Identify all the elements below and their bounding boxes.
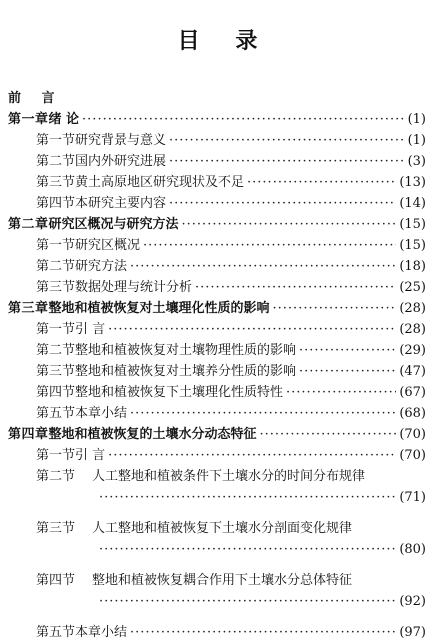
toc-section-row: [8, 193, 426, 214]
leader-dots: [169, 193, 396, 214]
toc-section-label: 第二节: [36, 259, 76, 274]
toc-section-label: 第五节: [36, 406, 76, 421]
toc-entry-title: 黄土高原地区研究现状及不足: [75, 175, 245, 190]
toc-page-number: (25): [399, 280, 426, 295]
toc-section-label: 第一节: [36, 322, 76, 337]
toc-section-row: [8, 361, 426, 382]
toc-chapter-label: 第四章: [8, 427, 49, 442]
toc-page-number: (70): [399, 427, 426, 442]
toc-entry-title: 引 言: [75, 448, 106, 463]
toc-entry-title: 研究方法: [75, 259, 128, 274]
toc-chapter-row: [8, 424, 426, 445]
toc-section-label: 第三节: [36, 175, 76, 190]
toc-section-row: [8, 622, 426, 643]
leader-dots: [143, 235, 396, 256]
toc-preface-row: [8, 88, 426, 109]
toc-entry-title: 整地和植被恢复耦合作用下土壤水分总体特征: [92, 573, 353, 588]
leader-dots: [195, 277, 396, 298]
toc-page-number: (47): [399, 364, 426, 379]
toc-entry-title: 人工整地和植被条件下土壤水分的时间分布规律: [92, 469, 366, 484]
toc-section-label: 第二节: [36, 469, 76, 484]
toc-section-row: [8, 403, 426, 424]
toc-entry-title: 国内外研究进展: [75, 154, 167, 169]
toc-section-row: [8, 256, 426, 277]
toc-section-label: 第四节: [36, 385, 76, 400]
toc-entry-title: 研究区概况: [75, 238, 141, 253]
leader-dots: [169, 151, 405, 172]
toc-chapter-label: 第一章: [8, 112, 49, 127]
leader-dots: [182, 214, 397, 235]
toc-page-number: (92): [399, 594, 426, 609]
toc-page-number: (70): [399, 448, 426, 463]
toc-section-label: 第一节: [36, 133, 76, 148]
toc-section-label: 第四节: [36, 196, 76, 211]
toc-page-number: (29): [399, 343, 426, 358]
toc-chapter-row: [8, 298, 426, 319]
toc-entry-title: 数据处理与统计分析: [75, 280, 193, 295]
leader-dots: [99, 539, 396, 560]
toc-section-row: [8, 277, 426, 298]
toc-page-number: (14): [399, 196, 426, 211]
toc-section-row: [8, 518, 426, 539]
toc-section-row: [8, 319, 426, 340]
toc-page-number: (18): [399, 259, 426, 274]
row-spacer: [8, 612, 426, 622]
toc-section-label: 第一节: [36, 448, 76, 463]
leader-dots: [99, 591, 396, 612]
toc-entry-title: 本章小结: [75, 406, 128, 421]
toc-page-number: (1): [407, 112, 426, 127]
toc-section-label: 第一节: [36, 238, 76, 253]
toc-continuation-row: [8, 539, 426, 560]
leader-dots: [130, 403, 396, 424]
toc-section-label: 第三节: [36, 364, 76, 379]
toc-entry-title: 引 言: [75, 322, 106, 337]
toc-page-number: (13): [399, 175, 426, 190]
toc-chapter-label: 第二章: [8, 217, 49, 232]
toc-section-row: [8, 151, 426, 172]
leader-dots: [299, 361, 396, 382]
toc-page-number: (97): [399, 625, 426, 640]
leader-dots: [273, 298, 397, 319]
leader-dots: [82, 109, 405, 130]
toc-page-number: (15): [399, 238, 426, 253]
toc-section-row: [8, 445, 426, 466]
row-spacer: [8, 508, 426, 518]
toc-entry-title: 整地和植被恢复下土壤理化性质特性: [75, 385, 284, 400]
row-spacer: [8, 560, 426, 570]
toc-section-label: 第二节: [36, 154, 76, 169]
toc-section-label: 第三节: [36, 280, 76, 295]
toc-continuation-row: [8, 487, 426, 508]
table-of-contents: [8, 88, 426, 643]
leader-dots: [130, 256, 396, 277]
toc-entry-title: 整地和植被恢复的土壤水分动态特征: [48, 427, 257, 442]
leader-dots: [286, 382, 396, 403]
toc-section-row: [8, 172, 426, 193]
toc-section-row: [8, 235, 426, 256]
toc-section-label: 第二节: [36, 343, 76, 358]
toc-page-number: (71): [399, 490, 426, 505]
toc-entry-title: 整地和植被恢复对土壤理化性质的影响: [48, 301, 270, 316]
toc-section-label: 第三节: [36, 521, 76, 536]
toc-page-number: (28): [399, 322, 426, 337]
leader-dots: [130, 622, 396, 643]
toc-entry-title: 整地和植被恢复对土壤养分性质的影响: [75, 364, 297, 379]
toc-section-row: [8, 570, 426, 591]
toc-chapter-label: 第三章: [8, 301, 49, 316]
toc-entry-title: 人工整地和植被恢复下土壤水分剖面变化规律: [92, 521, 353, 536]
toc-section-label: 第五节: [36, 625, 76, 640]
toc-section-row: [8, 130, 426, 151]
page-title: 目 录: [177, 29, 272, 54]
leader-dots: [108, 319, 396, 340]
leader-dots: [260, 424, 397, 445]
leader-dots: [247, 172, 396, 193]
toc-section-row: [8, 382, 426, 403]
toc-page-number: (28): [399, 301, 426, 316]
toc-entry-title: 绪 论: [48, 112, 80, 127]
toc-entry-title: 研究背景与意义: [75, 133, 167, 148]
leader-dots: [299, 340, 396, 361]
toc-chapter-row: [8, 109, 426, 130]
toc-entry-title: 前 言: [8, 91, 63, 106]
toc-entry-title: 本研究主要内容: [75, 196, 167, 211]
toc-page-number: (80): [399, 542, 426, 557]
toc-section-row: [8, 466, 426, 487]
toc-chapter-row: [8, 214, 426, 235]
toc-entry-title: 本章小结: [75, 625, 128, 640]
toc-section-row: [8, 340, 426, 361]
toc-page-number: (68): [399, 406, 426, 421]
toc-section-label: 第四节: [36, 573, 76, 588]
toc-page-number: (3): [407, 154, 426, 169]
leader-dots: [99, 487, 396, 508]
toc-entry-title: 整地和植被恢复对土壤物理性质的影响: [75, 343, 297, 358]
leader-dots: [169, 130, 405, 151]
toc-entry-title: 研究区概况与研究方法: [48, 217, 179, 232]
toc-page-number: (15): [399, 217, 426, 232]
toc-page-number: (67): [399, 385, 426, 400]
leader-dots: [108, 445, 396, 466]
toc-continuation-row: [8, 591, 426, 612]
toc-page-number: (1): [407, 133, 426, 148]
